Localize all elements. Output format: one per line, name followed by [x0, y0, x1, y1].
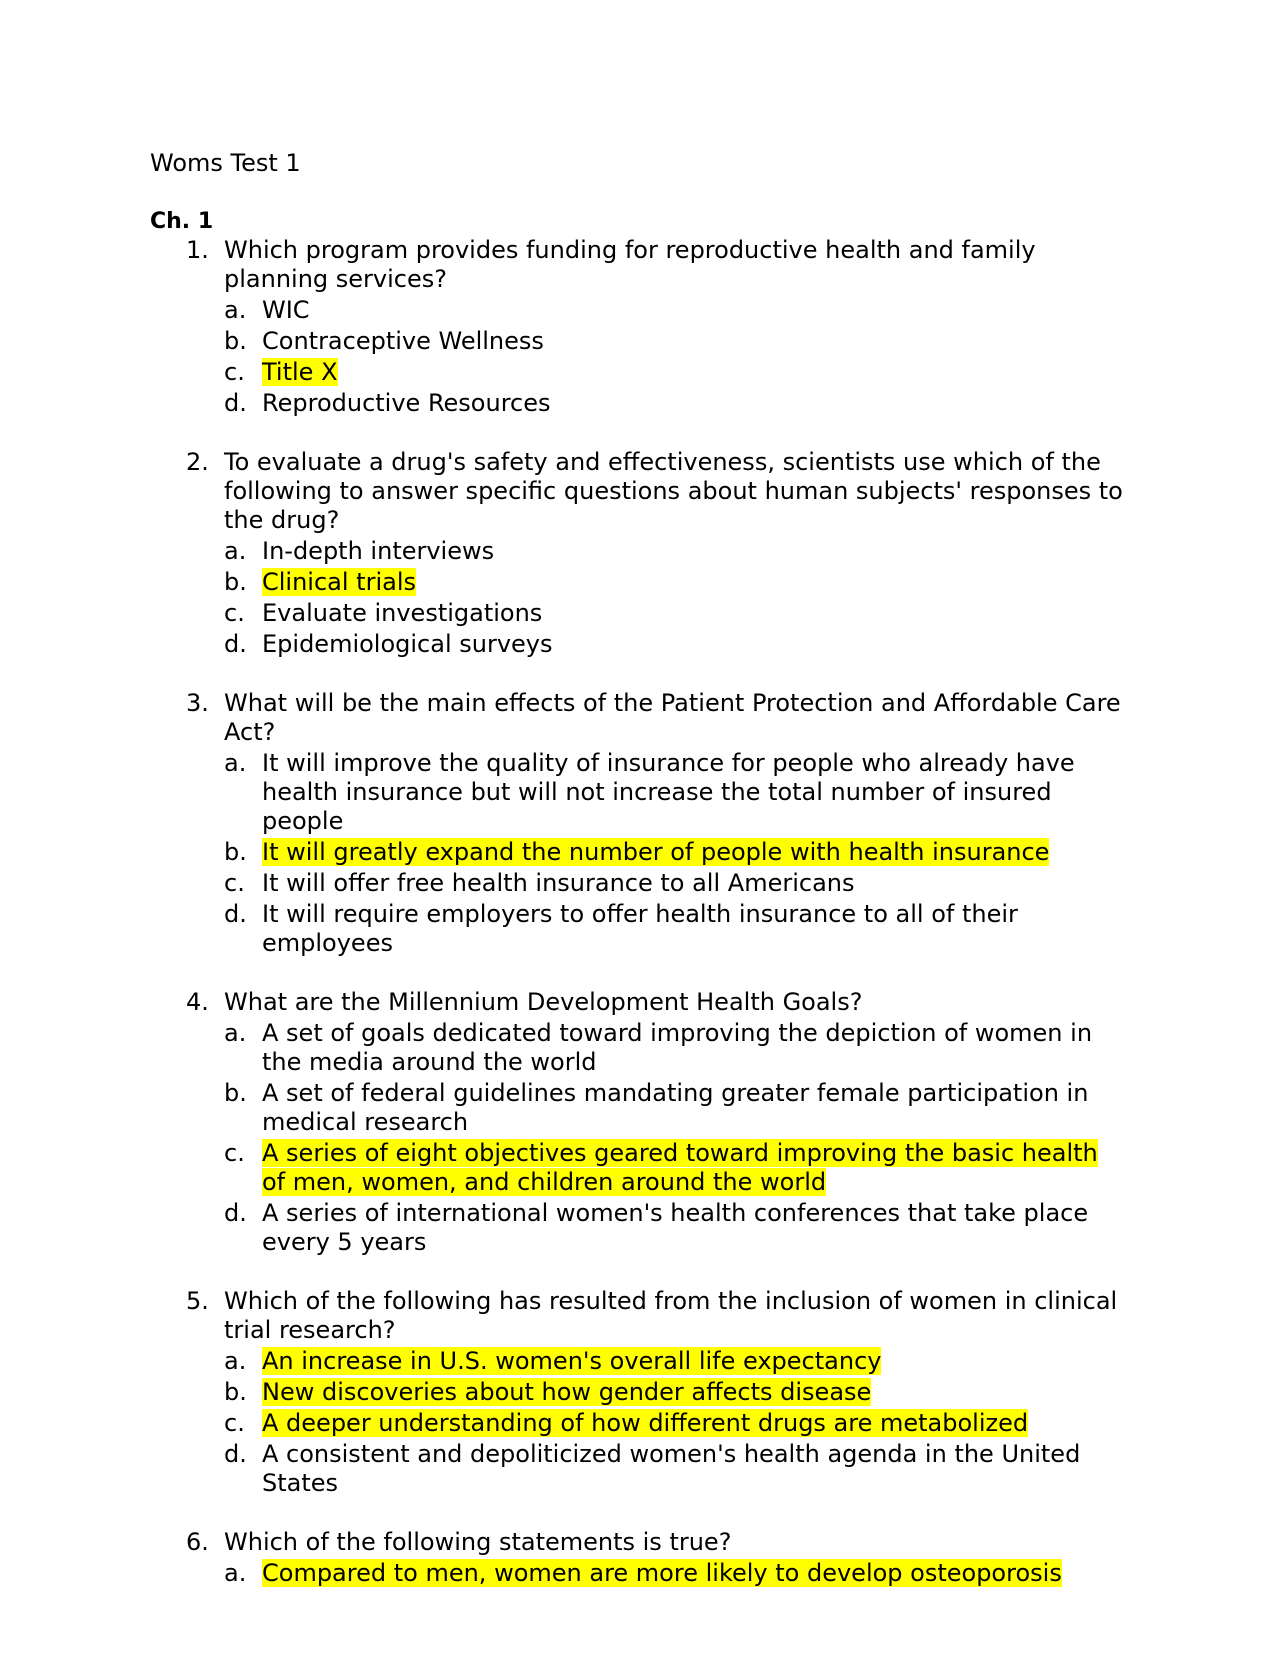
answer-options — [224, 296, 1126, 418]
highlighted-answer-text: Clinical trials — [262, 568, 416, 596]
answer-option — [224, 1440, 1126, 1498]
question-number: 3. — [186, 689, 209, 717]
option-letter: b. — [224, 838, 247, 866]
question-text: Which of the following has resulted from the inclusion of women in clinical trial research? — [224, 1287, 1118, 1344]
question-number: 2. — [186, 448, 209, 476]
answer-options — [224, 1019, 1126, 1257]
highlighted-answer-text: An increase in U.S. women's overall life expectancy — [262, 1347, 882, 1375]
option-letter: a. — [224, 537, 247, 565]
option-text: Contraceptive Wellness — [262, 327, 544, 355]
option-letter: a. — [224, 1559, 247, 1587]
chapter-heading: Ch. 1 — [150, 209, 214, 234]
highlighted-answer-text: New discoveries about how gender affects disease — [262, 1378, 872, 1406]
option-letter: c. — [224, 1139, 245, 1167]
question-text: What will be the main effects of the Patient Protection and Affordable Care Act? — [224, 689, 1121, 746]
answer-options — [224, 1559, 1126, 1588]
option-text: It will offer free health insurance to all Americans — [262, 869, 855, 897]
option-text: A consistent and depoliticized women's health agenda in the United States — [262, 1440, 1081, 1497]
answer-option — [224, 1079, 1126, 1137]
option-text: Evaluate investigations — [262, 599, 543, 627]
option-text: Reproductive Resources — [262, 389, 551, 417]
option-letter: b. — [224, 568, 247, 596]
option-letter: d. — [224, 1440, 247, 1468]
question-number: 5. — [186, 1287, 209, 1315]
question-5 — [186, 1287, 1126, 1498]
question-number: 1. — [186, 236, 209, 264]
answer-options — [224, 1347, 1126, 1498]
option-letter: c. — [224, 1409, 245, 1437]
answer-option — [224, 1347, 1126, 1376]
question-number: 6. — [186, 1528, 209, 1556]
option-letter: b. — [224, 1378, 247, 1406]
option-letter: a. — [224, 1019, 247, 1047]
option-text: A set of federal guidelines mandating greater female participation in medical research — [262, 1079, 1089, 1136]
highlighted-answer-text: It will greatly expand the number of people with health insurance — [262, 838, 1050, 866]
question-text: What are the Millennium Development Health Goals? — [224, 988, 863, 1016]
option-letter: d. — [224, 1199, 247, 1227]
answer-option — [224, 1409, 1126, 1438]
answer-option — [224, 358, 1126, 387]
option-letter: c. — [224, 869, 245, 897]
option-letter: a. — [224, 749, 247, 777]
highlighted-answer-text: Compared to men, women are more likely to develop osteoporosis — [262, 1559, 1062, 1587]
highlighted-answer-text: Title X — [262, 358, 338, 386]
option-letter: d. — [224, 389, 247, 417]
answer-option — [224, 1378, 1126, 1407]
question-3 — [186, 689, 1126, 958]
answer-option — [224, 537, 1126, 566]
answer-options — [224, 537, 1126, 659]
answer-option — [224, 1199, 1126, 1257]
option-text: It will require employers to offer health insurance to all of their employees — [262, 900, 1018, 957]
answer-option — [224, 599, 1126, 628]
answer-option — [224, 900, 1126, 958]
highlighted-answer-text: A series of eight objectives geared toward improving the basic health of men, women, and children around the world — [262, 1139, 1098, 1196]
option-letter: c. — [224, 358, 245, 386]
option-text: Epidemiological surveys — [262, 630, 553, 658]
answer-option — [224, 389, 1126, 418]
answer-option — [224, 749, 1126, 836]
question-4 — [186, 988, 1126, 1257]
answer-options — [224, 749, 1126, 958]
option-text: WIC — [262, 296, 310, 324]
answer-option — [224, 568, 1126, 597]
option-text: A series of international women's health conferences that take place every 5 years — [262, 1199, 1089, 1256]
option-letter: c. — [224, 599, 245, 627]
question-6 — [186, 1528, 1126, 1588]
option-letter: b. — [224, 327, 247, 355]
question-list — [186, 236, 1126, 1618]
question-2 — [186, 448, 1126, 659]
option-text: In-depth interviews — [262, 537, 495, 565]
answer-option — [224, 838, 1126, 867]
answer-option — [224, 296, 1126, 325]
answer-option — [224, 1139, 1126, 1197]
question-text: Which program provides funding for reproductive health and family planning services? — [224, 236, 1036, 293]
question-1 — [186, 236, 1126, 418]
answer-option — [224, 1019, 1126, 1077]
answer-option — [224, 327, 1126, 356]
answer-option — [224, 1559, 1126, 1588]
document-title: Woms Test 1 — [150, 149, 301, 177]
option-text: It will improve the quality of insurance for people who already have health insurance but will not increase the total number of insured people — [262, 749, 1075, 835]
answer-option — [224, 630, 1126, 659]
option-letter: d. — [224, 900, 247, 928]
option-letter: d. — [224, 630, 247, 658]
question-text: Which of the following statements is true? — [224, 1528, 732, 1556]
option-text: A set of goals dedicated toward improving the depiction of women in the media around the world — [262, 1019, 1093, 1076]
option-letter: b. — [224, 1079, 247, 1107]
answer-option — [224, 869, 1126, 898]
option-letter: a. — [224, 296, 247, 324]
option-letter: a. — [224, 1347, 247, 1375]
question-number: 4. — [186, 988, 209, 1016]
question-text: To evaluate a drug's safety and effectiveness, scientists use which of the following to answer specific questions about human subjects' responses to the drug? — [224, 448, 1123, 534]
highlighted-answer-text: A deeper understanding of how different drugs are metabolized — [262, 1409, 1029, 1437]
